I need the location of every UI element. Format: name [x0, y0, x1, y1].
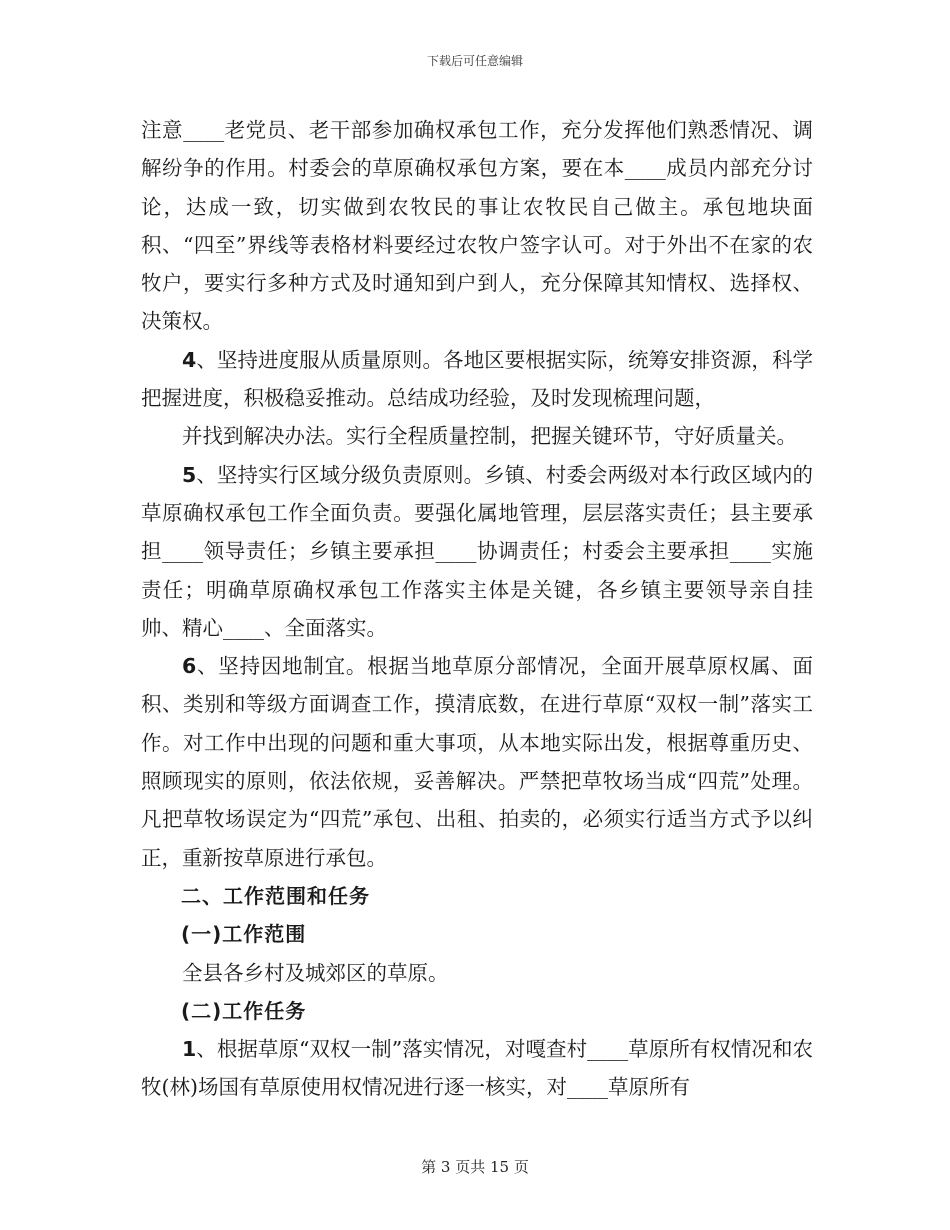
- item-number: 5: [182, 462, 197, 487]
- subheading-work-scope: (一)工作范围: [181, 922, 307, 947]
- paragraph-1: 注意____老党员、老干部参加确权承包工作，充分发挥他们熟悉情况、调解纷争的作用。村委会的草原确权承包方案，要在本____成员内部充分讨论，达成一致，切实做到农牧民的事让农牧民自己做主。承包地块面积、“四至”界线等表格材料要经过农牧户签字认可。对于外出不在家的农牧户，要实行多种方式及时通知到户到人，充分保障其知情权、选择权、决策权。: [141, 118, 813, 334]
- paragraph-scope: 全县各乡村及城郊区的草原。: [182, 960, 449, 985]
- paragraph-principle-6: [141, 647, 813, 877]
- paragraph-text: 、坚持因地制宜。根据当地草原分部情况，全面开展草原权属、面积、类别和等级方面调查工作，摸清底数，在进行草原“双权一制”落实工作。对工作中出现的问题和重大事项，从本地实际出发，根据尊重历史、照顾现实的原则，依法依规，妥善解决。严禁把草牧场当成“四荒”处理。凡把草牧场误定为“四荒”承包、出租、拍卖的，必须实行适当方式予以纠正，重新按草原进行承包。: [141, 654, 813, 870]
- item-number: 6: [182, 654, 197, 679]
- section-heading-scope-and-tasks: 二、工作范围和任务: [181, 883, 370, 908]
- subheading-work-tasks: (二)工作任务: [181, 998, 307, 1023]
- document-body: [141, 111, 813, 1107]
- paragraph-principle-4-continued: 并找到解决办法。实行全程质量控制，把握关键环节，守好质量关。: [182, 424, 797, 449]
- paragraph-text: 、坚持进度服从质量原则。各地区要根据实际，统筹安排资源，科学把握进度，积极稳妥推动。总结成功经验，及时发现梳理问题，: [141, 347, 813, 411]
- item-number: 1: [182, 1037, 197, 1062]
- paragraph-text: 、坚持实行区域分级负责原则。乡镇、村委会两级对本行政区域内的草原确权承包工作全面负责。要强化属地管理，层层落实责任；县主要承担____领导责任；乡镇主要承担____协调责任；村委会主要承担____实施责任；明确草原确权承包工作落实主体是关键，各乡镇主要领导亲自挂帅、精心____、全面落实。: [141, 462, 813, 640]
- page-header: 下载后可任意编辑: [426, 54, 523, 68]
- paragraph-task-1: [141, 1030, 813, 1107]
- item-number: 4: [182, 347, 197, 372]
- paragraph-principle-4: [141, 341, 813, 418]
- paragraph-principle-5: [141, 456, 813, 647]
- page-footer: 第 3 页共 15 页: [421, 1158, 529, 1176]
- paragraph-text: 、根据草原“双权一制”落实情况，对嘎查村____草原所有权情况和农牧(林)场国有草原使用权情况进行逐一核实，对____草原所有: [141, 1037, 813, 1100]
